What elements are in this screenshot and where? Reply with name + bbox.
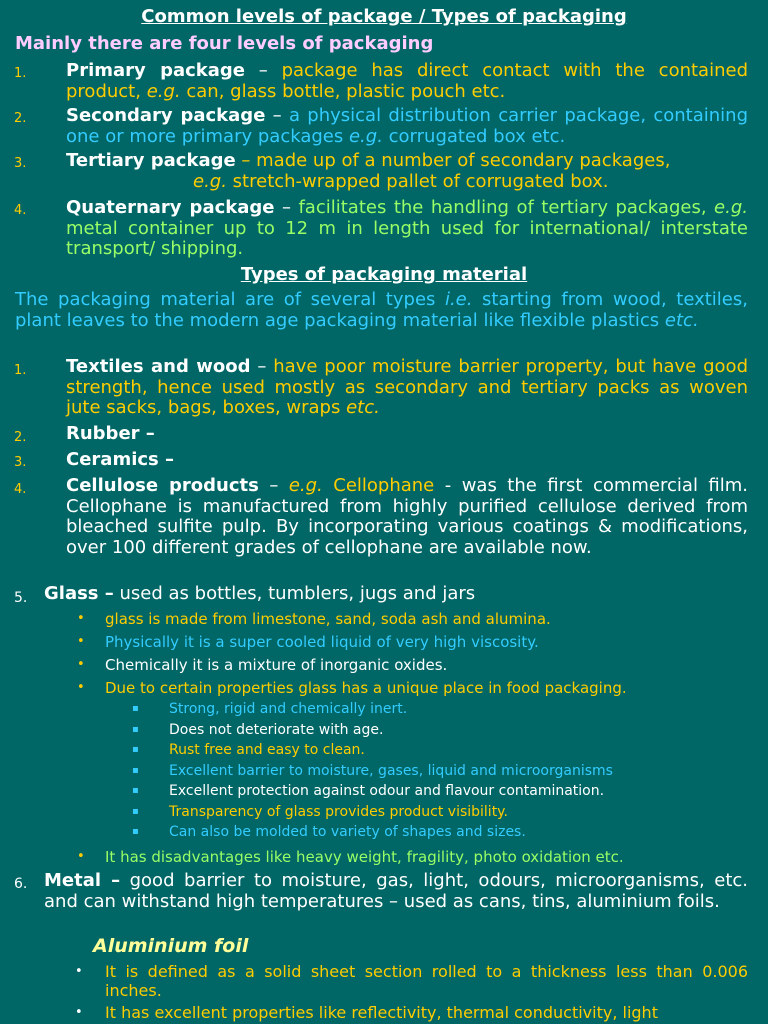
material-3-number: 3.: [14, 455, 27, 470]
glass-sub-3: Rust free and easy to clean.: [169, 742, 365, 758]
level-1-text: package has direct contact with the contained product,: [66, 60, 748, 102]
level-2-text: a physical distribution carrier package, containing one or more primary packages: [66, 105, 748, 147]
material-1-text: have poor moisture barrier property, but have good strength, hence used mostly as secondary and tertiary packs as woven jute sacks, bags, boxes, wraps: [66, 356, 748, 418]
intro-text: The packaging material are of several types: [15, 289, 445, 310]
level-3-number: 3.: [14, 156, 27, 171]
material-4-label: Cellulose products: [66, 475, 259, 496]
bullet-dot: •: [77, 849, 85, 864]
metal-label: Metal –: [44, 870, 121, 891]
material-2-label: Rubber –: [66, 423, 155, 444]
level-4-text2: metal container up to 12 m in length used for international/ interstate transport/ shipping.: [66, 217, 748, 259]
aluminium-bullet-2: It has excellent properties like reflectivity, thermal conductivity, light: [105, 1003, 658, 1022]
square-bullet: ▪: [132, 826, 139, 837]
metal-number: 6.: [14, 876, 28, 892]
material-4-text: Cellophane: [322, 475, 435, 496]
level-3-label: Tertiary package: [66, 150, 236, 171]
level-1-eg: e.g.: [146, 80, 181, 102]
level-4-number: 4.: [14, 203, 27, 218]
square-bullet: ▪: [132, 724, 139, 735]
level-1-number: 1.: [14, 66, 27, 81]
level-3: [66, 151, 748, 192]
bullet-dot: •: [77, 657, 85, 672]
intro-text2: starting from wood, textiles, plant leaves to the modern age packaging material like flexible plastics: [15, 289, 748, 331]
material-1-etc: etc.: [346, 397, 380, 418]
level-1-dash: –: [245, 60, 282, 81]
glass-last-bullet: It has disadvantages like heavy weight, fragility, photo oxidation etc.: [105, 848, 624, 866]
level-4-dash: –: [274, 197, 299, 218]
glass-bullet-3: Chemically it is a mixture of inorganic oxides.: [105, 656, 448, 674]
levels-lead: Mainly there are four levels of packaging: [15, 33, 434, 54]
level-4-text: facilitates the handling of tertiary packages,: [298, 197, 715, 218]
bullet-dot: •: [77, 680, 85, 695]
materials-intro: [15, 290, 748, 331]
page-title: Common levels of package / Types of packaging: [141, 6, 627, 27]
square-bullet: ▪: [132, 703, 139, 714]
level-1-text2: can, glass bottle, plastic pouch etc.: [180, 80, 506, 102]
level-1: [66, 61, 748, 102]
square-bullet: ▪: [132, 785, 139, 796]
level-2-dash: –: [265, 105, 289, 126]
material-4: [66, 476, 748, 558]
level-4: [66, 198, 748, 260]
level-2-eg: e.g.: [348, 125, 383, 147]
square-bullet: ▪: [132, 744, 139, 755]
glass-sub-4: Excellent barrier to moisture, gases, liquid and microorganisms: [169, 763, 613, 779]
glass-number: 5.: [14, 590, 28, 606]
material-2-number: 2.: [14, 430, 27, 445]
level-3-text2: stretch-wrapped pallet of corrugated box.: [226, 170, 609, 192]
level-1-label: Primary package: [66, 60, 245, 81]
material-1-number: 1.: [14, 363, 27, 378]
material-4-eg: e.g.: [288, 475, 323, 496]
intro-ie: i.e.: [444, 289, 473, 310]
glass-bullet-4: Due to certain properties glass has a unique place in food packaging.: [105, 679, 627, 697]
level-3-dash: –: [235, 150, 257, 171]
level-2-number: 2.: [14, 111, 27, 126]
glass-sub-5: Excellent protection against odour and flavour contamination.: [169, 783, 605, 799]
square-bullet: ▪: [132, 765, 139, 776]
material-4-number: 4.: [14, 482, 27, 497]
bullet-dot: •: [75, 1005, 83, 1020]
level-2: [66, 106, 748, 147]
glass-sub-2: Does not deteriorate with age.: [169, 722, 384, 738]
material-1-label: Textiles and wood: [66, 356, 251, 377]
glass-sub-7: Can also be molded to variety of shapes and sizes.: [169, 824, 526, 840]
material-3-label: Ceramics –: [66, 449, 175, 470]
intro-etc: etc.: [664, 309, 699, 331]
square-bullet: ▪: [132, 806, 139, 817]
level-3-text: made up of a number of secondary packages,: [256, 150, 671, 171]
level-3-eg: e.g.: [193, 170, 227, 192]
materials-heading: Types of packaging material: [240, 264, 528, 285]
level-4-eg: e.g.: [714, 197, 748, 218]
glass-text: used as bottles, tumblers, jugs and jars: [113, 583, 476, 604]
bullet-dot: •: [75, 964, 83, 979]
level-4-label: Quaternary package: [66, 197, 275, 218]
material-1: [66, 357, 748, 419]
glass-bullet-1: glass is made from limestone, sand, soda ash and alumina.: [105, 610, 551, 628]
glass-heading: [44, 584, 475, 605]
bullet-dot: •: [77, 611, 85, 626]
bullet-dot: •: [77, 634, 85, 649]
aluminium-heading: Aluminium foil: [93, 935, 249, 957]
material-1-dash: –: [250, 356, 274, 377]
metal: [44, 871, 748, 912]
glass-bullet-2: Physically it is a super cooled liquid of very high viscosity.: [105, 633, 539, 651]
material-4-text2: - was the first commercial film. Cellophane is manufactured from highly purified cellulose derived from bleached sulfite pulp. By incorporating various coatings & modifications, over 100 different grades of cellophane are available now.: [66, 475, 749, 558]
glass-sub-6: Transparency of glass provides product visibility.: [169, 804, 508, 820]
aluminium-bullet-1: It is defined as a solid sheet section rolled to a thickness less than 0.006 inches.: [105, 962, 748, 1000]
level-2-text2: corrugated box etc.: [382, 125, 566, 147]
material-4-dash: –: [258, 475, 289, 496]
glass-label: Glass –: [44, 583, 114, 604]
glass-sub-1: Strong, rigid and chemically inert.: [169, 701, 408, 717]
level-2-label: Secondary package: [66, 105, 266, 126]
metal-text: good barrier to moisture, gas, light, odours, microorganisms, etc. and can withstand high temperatures – used as cans, tins, aluminium foils.: [44, 870, 748, 912]
